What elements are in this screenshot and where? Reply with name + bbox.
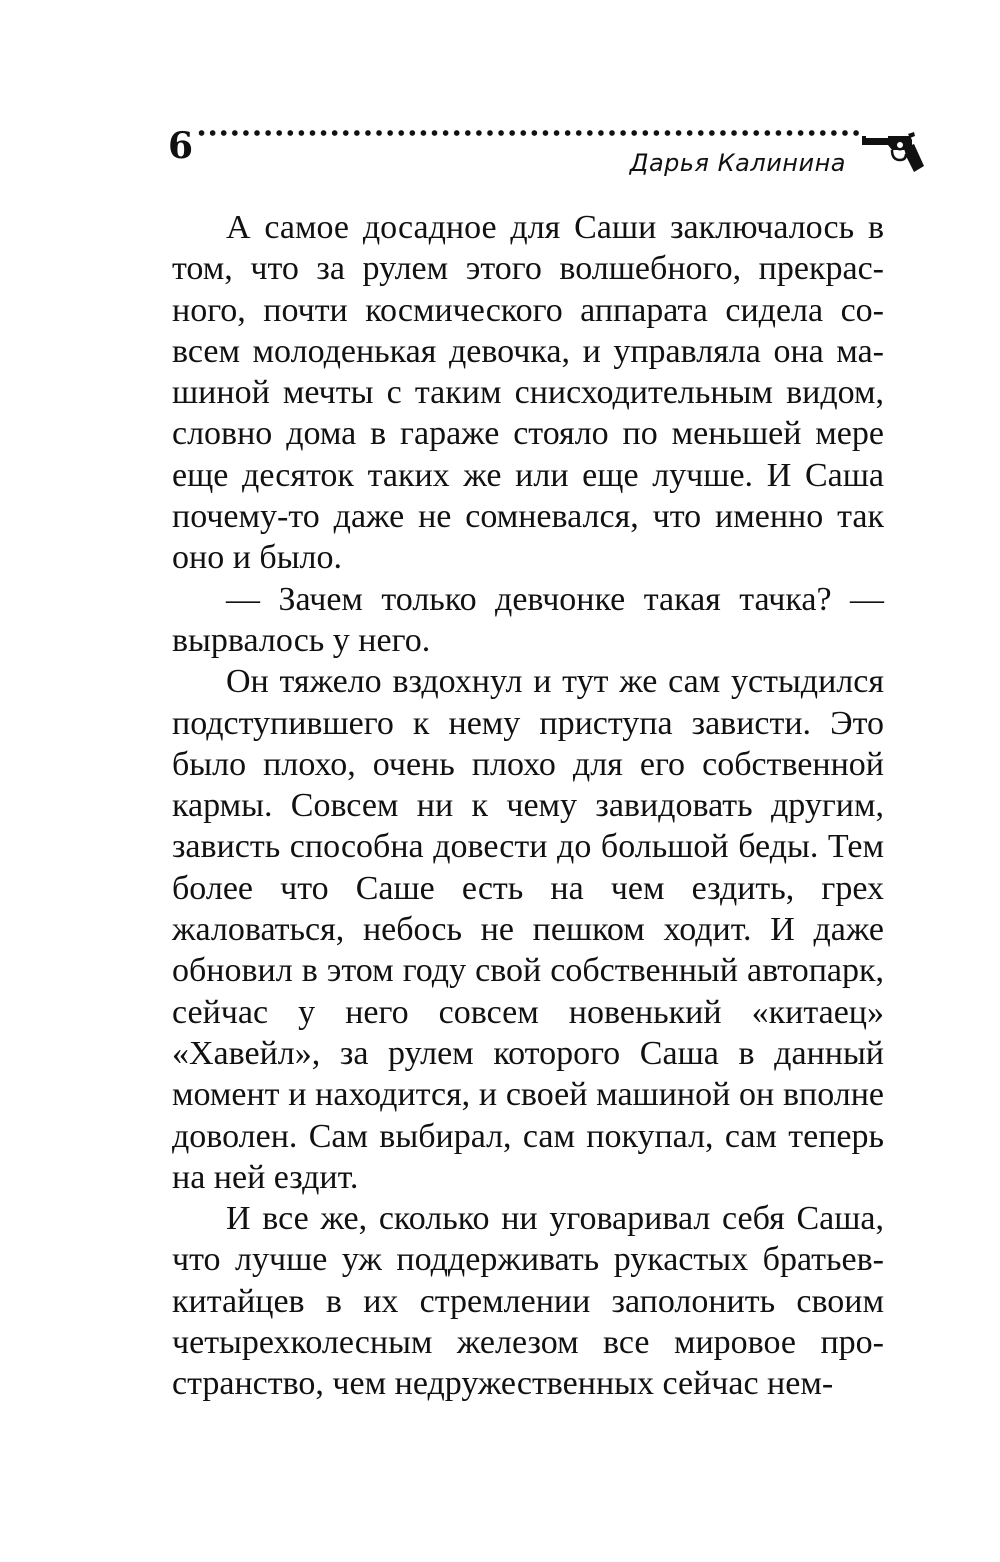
paragraph: А самое досадное для Саши заключалось в том, что за рулем этого волшебного, прекрасного, почти космического аппарата сидела совсем молоденькая девочка, и управляла она машиной мечты с таким снисходительным видом, словно дома в гараже стояло по меньшей мере еще десяток таких же или еще лучше. И Саша почему-то даже не сомневался, что именно так оно и было. [172,209,884,577]
body-text [172,207,884,1405]
page-number: 6 [168,125,194,167]
paragraph: — Зачем только девчонке такая тачка? — вырвалось у него. [172,580,884,659]
paragraph: Он тяжело вздохнул и тут же сам устыдился подступившего к нему приступа зависти. Это было плохо, очень плохо для его собственной кармы. Совсем ни к чему завидовать другим, зависть способна довести до большой беды. Тем более что Саше есть на чем ездить, грех жаловаться, небось не пешком ходит. И даже обновил в этом году свой собственный автопарк, сейчас у него совсем новенький «китаец» «Хавейл», за рулем которого Саша в данный момент и находится, и своей машиной он вполне доволен. Сам выбирал, сам покупал, сам теперь на ней ездит. [172,663,884,1196]
header-dotted-rule [196,128,862,138]
revolver-icon [862,130,924,174]
author-name: Дарья Калинина [629,149,846,177]
paragraph: И все же, сколько ни уговаривал себя Саша, что лучше уж поддерживать рукастых братьев-китайцев в их стремлении заполонить своим четырехколесным железом все мировое пространство, чем недружественных сейчас нем- [172,1200,884,1403]
